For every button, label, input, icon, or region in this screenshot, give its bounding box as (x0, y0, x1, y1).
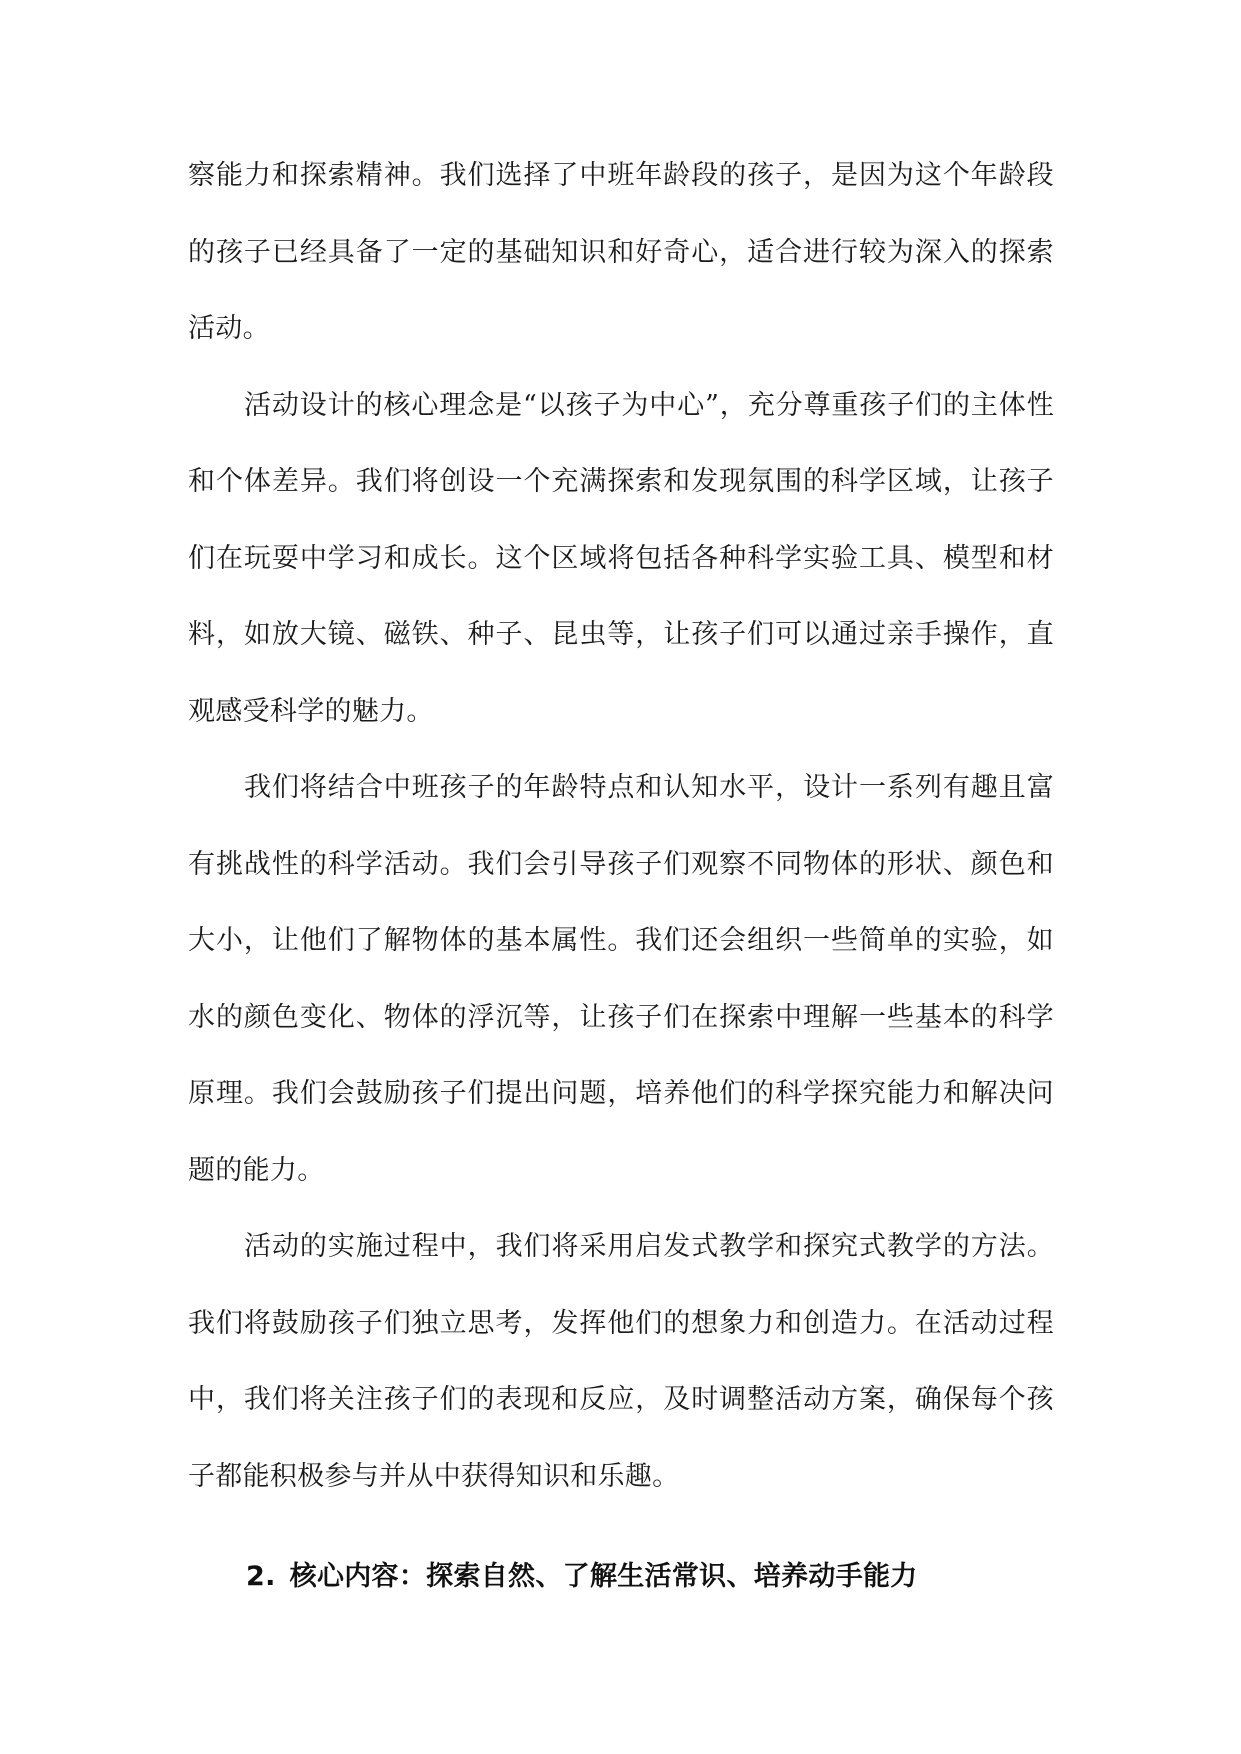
paragraph-implementation: 活动的实施过程中，我们将采用启发式教学和探究式教学的方法。我们将鼓励孩子们独立思考，发挥他们的想象力和创造力。在活动过程中，我们将关注孩子们的表现和反应，及时调整活动方案，确保每个孩子都能积极参与并从中获得知识和乐趣。 (188, 1231, 1054, 1492)
section-heading (188, 1539, 1054, 1615)
paragraph-continued: 察能力和探索精神。我们选择了中班年龄段的孩子，是因为这个年龄段的孩子已经具备了一定的基础知识和好奇心，适合进行较为深入的探索活动。 (188, 160, 1054, 344)
paragraph-activity-design: 我们将结合中班孩子的年龄特点和认知水平，设计一系列有趣且富有挑战性的科学活动。我们会引导孩子们观察不同物体的形状、颜色和大小，让他们了解物体的基本属性。我们还会组织一些简单的实验，如水的颜色变化、物体的浮沉等，让孩子们在探索中理解一些基本的科学原理。我们会鼓励孩子们提出问题，培养他们的科学探究能力和解决问题的能力。 (188, 772, 1054, 1186)
document-body (188, 138, 1054, 1615)
paragraph-core-concept: 活动设计的核心理念是“以孩子为中心”，充分尊重孩子们的主体性和个体差异。我们将创设一个充满探索和发现氛围的科学区域，让孩子们在玩耍中学习和成长。这个区域将包括各种科学实验工具、模型和材料，如放大镜、磁铁、种子、昆虫等，让孩子们可以通过亲手操作，直观感受科学的魅力。 (188, 389, 1054, 727)
section-heading-text: 核心内容：探索自然、了解生活常识、培养动手能力 (289, 1561, 918, 1592)
section-heading-number: 2. (246, 1561, 276, 1592)
